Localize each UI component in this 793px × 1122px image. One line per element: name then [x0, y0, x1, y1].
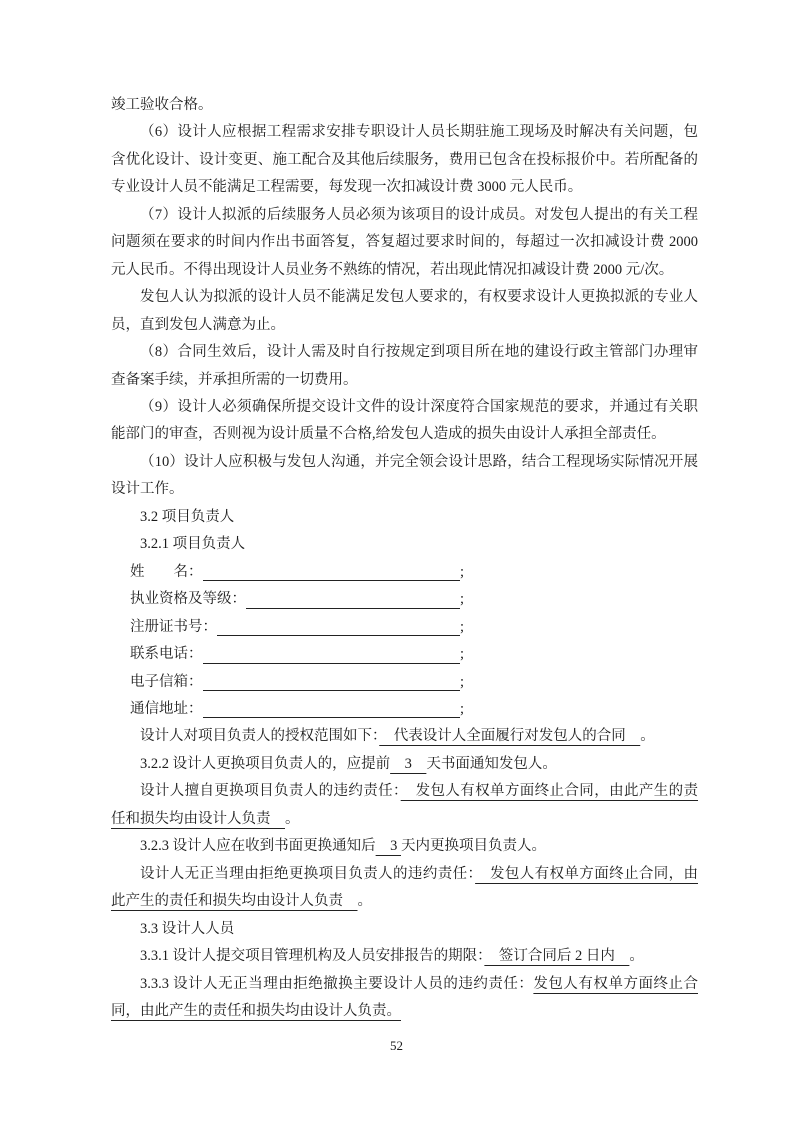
- field-label: 执业资格及等级：: [130, 591, 246, 608]
- form-field-row: [130, 669, 464, 696]
- text-run: 。: [629, 948, 644, 965]
- paragraph: [111, 202, 702, 284]
- field-label: 注册证书号：: [130, 618, 217, 635]
- underlined-run: 签订合同后 2 日内: [484, 948, 630, 965]
- text-run: 。: [640, 728, 655, 745]
- text-run: 3.2.2 设计人更换项目负责人的，应提前: [140, 755, 391, 772]
- text-run: （6）设计人应根据工程需求安排专职设计人员长期驻施工现场及时解决有关问题，包含优化设计、设计变更、施工配合及其他后续服务，费用已包含在投标报价中。若所配备的专业设计人员不能满足工程需要，每发现一次扣减设计费 3000 元人民币。: [111, 124, 698, 196]
- text-run: 天内更换项目负责人。: [401, 838, 546, 855]
- text-run: （9）设计人必须确保所提交设计文件的设计深度符合国家规范的要求，并通过有关职能部门的审查，否则视为设计质量不合格,给发包人造成的损失由设计人承担全部责任。: [111, 398, 698, 443]
- underlined-run: 发包人有权单方面终止合同，由此产生的责任和损失均由设计人负责: [111, 865, 698, 910]
- page-number: 52: [390, 1038, 403, 1053]
- form-field-row: [130, 559, 464, 586]
- field-suffix: ;: [459, 618, 464, 635]
- paragraph: [111, 92, 698, 119]
- text-run: 。: [285, 810, 300, 827]
- field-blank-line: [203, 696, 460, 723]
- text-run: 3.3 设计人人员: [140, 920, 235, 937]
- underlined-run: 3: [375, 838, 401, 855]
- text-run: 竣工验收合格。: [111, 97, 213, 113]
- text-run: 发包人认为拟派的设计人员不能满足发包人要求的，有权要求设计人更换拟派的专业人员，直到发包人满意为止。: [111, 289, 698, 333]
- text-run: 设计人擅自更换项目负责人的违约责任：: [140, 783, 401, 800]
- form-field-row: [130, 586, 464, 613]
- paragraph: [111, 778, 698, 833]
- document-content: [111, 92, 702, 1025]
- text-run: 天书面通知发包人。: [426, 755, 557, 772]
- text-run: 3.3.3 设计人无正当理由拒绝撤换主要设计人员的违约责任：: [140, 975, 534, 992]
- paragraph: [111, 394, 698, 449]
- underlined-run: 发包人有权单方面终止合同，由此产生的责任和损失均由设计人负责: [111, 783, 699, 827]
- field-blank-line: [217, 614, 460, 641]
- text-run: 3.2.1 项目负责人: [140, 536, 246, 553]
- field-suffix: ;: [459, 700, 464, 717]
- paragraph: [111, 531, 698, 558]
- field-label: 姓 名：: [130, 563, 203, 580]
- form-field-row: [130, 696, 464, 723]
- field-suffix: ;: [459, 591, 464, 608]
- underlined-run: 3: [390, 755, 427, 772]
- text-run: 。: [357, 893, 372, 910]
- paragraph: [111, 916, 698, 943]
- paragraph: [111, 943, 698, 970]
- text-run: 设计人无正当理由拒绝更换项目负责人的违约责任：: [140, 865, 476, 882]
- paragraph: [111, 751, 698, 778]
- field-suffix: ;: [459, 646, 464, 663]
- paragraph: [111, 861, 698, 916]
- field-blank-line: [203, 559, 460, 586]
- field-suffix: ;: [459, 563, 464, 580]
- text-run: （10）设计人应积极与发包人沟通，并完全领会设计思路，结合工程现场实际情况开展设计工作。: [111, 453, 698, 498]
- text-run: （7）设计人拟派的后续服务人员必须为该项目的设计成员。对发包人提出的有关工程问题须在要求的时间内作出书面答复，答复超过要求时间的，每超过一次扣减设计费 2000 元人民币。不得出现设计人员业务不熟练的情况，若出现此情况扣减设计费 2000 元/次。: [111, 206, 702, 278]
- field-suffix: ;: [459, 673, 464, 690]
- paragraph: [111, 971, 698, 1026]
- text-run: 设计人对项目负责人的授权范围如下：: [140, 728, 380, 745]
- text-run: （8）合同生效后，设计人需及时自行按规定到项目所在地的建设行政主管部门办理审查备案手续，并承担所需的一切费用。: [111, 344, 698, 388]
- field-blank-line: [203, 669, 460, 696]
- field-label: 通信地址：: [130, 700, 203, 717]
- underlined-run: 代表设计人全面履行对发包人的合同: [379, 728, 641, 745]
- paragraph: [111, 449, 698, 504]
- field-blank-line: [203, 641, 460, 668]
- field-label: 联系电话：: [130, 646, 203, 663]
- text-run: 3.2 项目负责人: [140, 508, 235, 525]
- field-blank-line: [246, 586, 460, 613]
- paragraph: [111, 833, 698, 860]
- field-label: 电子信箱：: [130, 673, 203, 690]
- form-field-row: [130, 614, 464, 641]
- underlined-run: 发包人有权单方面终止合同，由此产生的责任和损失均由设计人负责。: [111, 975, 698, 1019]
- paragraph: [111, 119, 698, 201]
- text-run: 3.2.3 设计人应在收到书面更换通知后: [140, 838, 376, 855]
- paragraph: [111, 723, 698, 750]
- text-run: 3.3.1 设计人提交项目管理机构及人员安排报告的期限：: [140, 948, 485, 965]
- paragraph: [111, 339, 698, 394]
- paragraph: [111, 284, 698, 339]
- paragraph: [111, 504, 698, 531]
- form-field-row: [130, 641, 464, 668]
